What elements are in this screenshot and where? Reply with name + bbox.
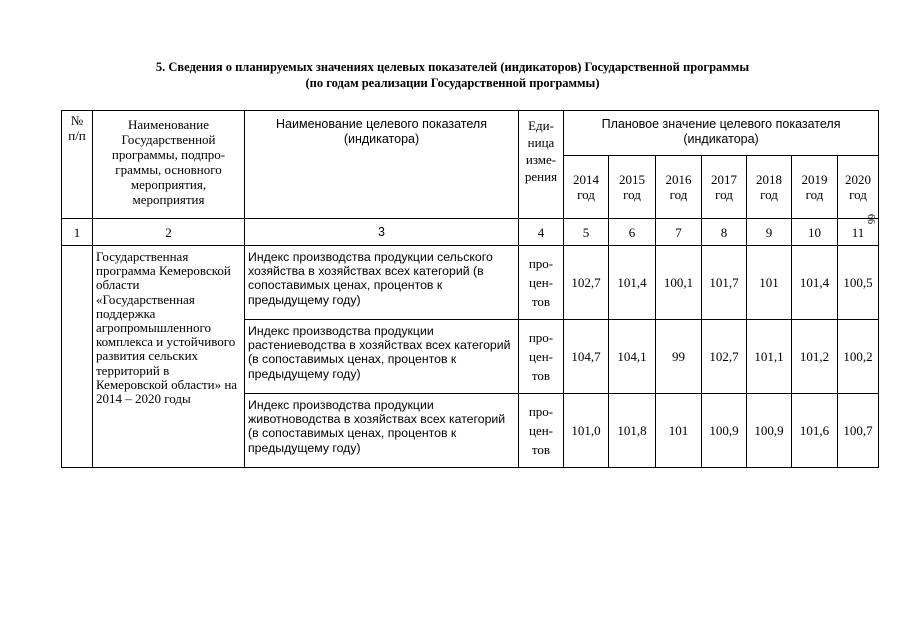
value-2017: 101,7 [702, 246, 747, 320]
page-number: 66 [865, 214, 876, 224]
column-number: 5 [564, 219, 609, 246]
column-number: 9 [747, 219, 792, 246]
column-number: 11 [838, 219, 879, 246]
value-2019: 101,4 [792, 246, 838, 320]
year-2016: 2016 год [656, 156, 702, 219]
value-2014: 101,0 [564, 394, 609, 468]
value-2016: 99 [656, 320, 702, 394]
value-2018: 101 [747, 246, 792, 320]
table-row [62, 246, 879, 320]
program-name: Государственная программа Кемеровской области «Государственная поддержка агропромышленного комплекса и устойчивого развития сельских территорий в Кемеровской области» на 2014 – 2020 годы [93, 246, 245, 468]
value-2020: 100,2 [838, 320, 879, 394]
header-col-no: № п/п [62, 111, 93, 219]
unit-cell: про- цен- тов [519, 246, 564, 320]
column-number: 4 [519, 219, 564, 246]
year-2020: 2020 год [838, 156, 879, 219]
year-2014: 2014 год [564, 156, 609, 219]
unit-cell: про- цен- тов [519, 320, 564, 394]
value-2020: 100,7 [838, 394, 879, 468]
year-2015: 2015 год [609, 156, 656, 219]
title-line-1-text: . Сведения о планируемых значениях целевых показателей (индикаторов) Государственной программы [162, 60, 750, 74]
title-line-1 [0, 59, 905, 75]
document-title [0, 59, 905, 91]
value-2015: 101,8 [609, 394, 656, 468]
value-2016: 101 [656, 394, 702, 468]
value-2019: 101,2 [792, 320, 838, 394]
header-col-indicator: Наименование целевого показателя (индикатора) [245, 111, 519, 219]
column-number: 7 [656, 219, 702, 246]
year-2018: 2018 год [747, 156, 792, 219]
column-number: 10 [792, 219, 838, 246]
indicators-table [61, 110, 879, 468]
title-line-2: (по годам реализации Государственной программы) [305, 76, 600, 90]
value-2018: 100,9 [747, 394, 792, 468]
indicator-name: Индекс производства продукции животноводства в хозяйствах всех категорий (в сопоставимых ценах, процентов к предыдущему году) [245, 394, 519, 468]
header-col-program: Наименование Государственной программы, подпро- граммы, основного мероприятия, мероприятия [93, 111, 245, 219]
column-number: 1 [62, 219, 93, 246]
column-number: 3 [245, 219, 519, 246]
column-number: 2 [93, 219, 245, 246]
value-2014: 104,7 [564, 320, 609, 394]
value-2018: 101,1 [747, 320, 792, 394]
value-2020: 100,5 [838, 246, 879, 320]
year-2017: 2017 год [702, 156, 747, 219]
column-number: 6 [609, 219, 656, 246]
value-2017: 100,9 [702, 394, 747, 468]
header-col-planned: Плановое значение целевого показателя (индикатора) [564, 111, 879, 156]
section-number: 5 [155, 60, 163, 74]
year-2019: 2019 год [792, 156, 838, 219]
header-col-unit: Еди- ница изме- рения [519, 111, 564, 219]
value-2014: 102,7 [564, 246, 609, 320]
value-2015: 104,1 [609, 320, 656, 394]
value-2017: 102,7 [702, 320, 747, 394]
value-2019: 101,6 [792, 394, 838, 468]
indicator-name: Индекс производства продукции сельского хозяйства в хозяйствах всех категорий (в сопоставимых ценах, процентов к предыдущему году) [245, 246, 519, 320]
column-numbers-row [62, 219, 879, 246]
header-row-1 [62, 111, 879, 156]
unit-cell: про- цен- тов [519, 394, 564, 468]
indicator-name: Индекс производства продукции растениеводства в хозяйствах всех категорий (в сопоставимых ценах, процентов к предыдущему году) [245, 320, 519, 394]
value-2015: 101,4 [609, 246, 656, 320]
column-number: 8 [702, 219, 747, 246]
row-number-cell [62, 246, 93, 468]
value-2016: 100,1 [656, 246, 702, 320]
